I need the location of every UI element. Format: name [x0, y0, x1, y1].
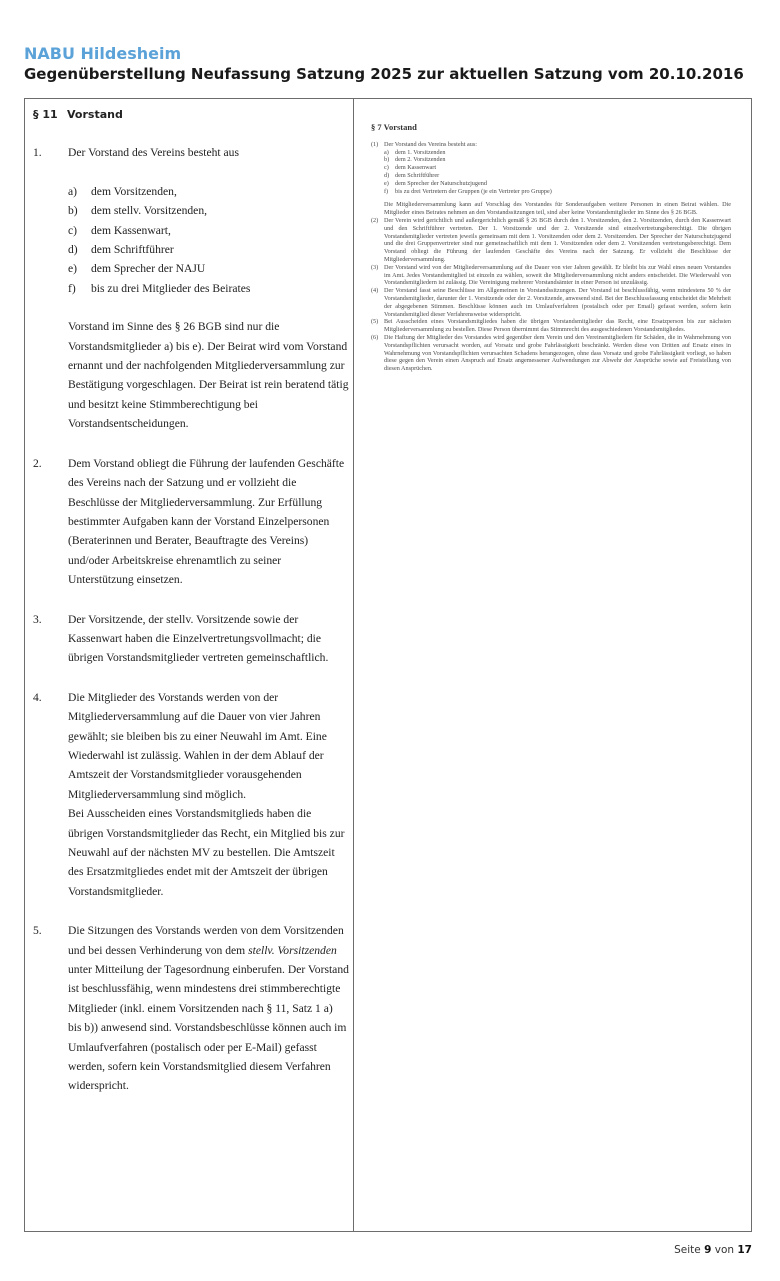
page-of-label: von: [714, 1244, 735, 1256]
old-list-letter: b): [384, 156, 390, 164]
clause-2: [33, 454, 349, 590]
old-clause-number: (3): [371, 263, 379, 271]
current-statute-column: [371, 124, 731, 373]
old-list-item: [384, 149, 731, 157]
clause-text-italic: stellv. Vorsitzenden: [248, 943, 337, 957]
clause-number: 2.: [33, 456, 42, 470]
list-item: [68, 221, 349, 240]
old-list-letter: e): [384, 179, 389, 187]
clause-text: Dem Vorstand obliegt die Führung der laufenden Geschäfte des Vereins nach der Satzung und er vollzieht die Beschlüsse der Mitgliederversammlung. Zur Erfüllung bestimmter Aufgaben kann der Vorstand Einzelpersonen (Beraterinnen und Berater, Beauftragte des Vereins) und/oder Arbeitskreise ehrenamtlich zu seiner Unterstützung einsetzen.: [68, 456, 345, 587]
clause-number: 5.: [33, 924, 42, 938]
old-clause-text: Der Vorstand des Vereins besteht aus:: [384, 140, 477, 148]
old-clause-6: [371, 334, 731, 373]
old-list-text: dem Kassenwart: [395, 164, 437, 172]
old-list-text: dem Schriftführer: [395, 171, 440, 179]
clause-number: 4.: [33, 690, 42, 704]
clause-text: Der Vorsitzende, der stellv. Vorsitzende sowie der Kassenwart haben die Einzelvertretungsvollmacht; die übrigen Vorstandsmitglieder vertreten gemeinschaftlich.: [68, 612, 329, 665]
old-clause-2: [371, 217, 731, 264]
page-label: Seite: [674, 1244, 701, 1256]
list-letter: b): [68, 204, 78, 218]
list-text: bis zu drei Mitglieder des Beirates: [91, 281, 251, 295]
old-clause-paragraph: Die Mitgliederversammlung kann auf Vorschlag des Vorstandes für Sonderaufgaben weitere Personen in einen Beirat wählen. Die Mitglieder eines Beirates nehmen an den Vorstandssitzungen teil, sind aber keine Vorstandsmitglieder im Sinne des § 26 BGB.: [384, 201, 731, 217]
clause-1: [33, 143, 349, 433]
old-clause-number: (2): [371, 216, 379, 224]
current-page: 9: [704, 1244, 712, 1256]
list-text: dem Sprecher der NAJU: [91, 262, 206, 276]
old-list-item: [384, 156, 731, 164]
old-clause-text: Der Vorstand fasst seine Beschlüsse im Allgemeinen in Vorstandssitzungen. Der Vorstand ist beschlussfähig, wenn mindestens 50 % der Vorstandsmitglieder, darunter der 1. Vorsitzende oder der 2. Vorsitzende, anwesend sind. Bei der Beschlussfassung entscheidet die Mehrheit der abgegebenen Stimmen. Beschlüsse können auch im Umlaufverfahren (postalisch oder per Email) gefasst werden, sofern kein Vorstandsmitglied dieser Verfahrensweise widerspricht.: [384, 287, 731, 318]
organization-name: NABU Hildesheim: [24, 44, 182, 63]
list-letter: d): [68, 243, 78, 257]
list-item: [68, 201, 349, 220]
clause-text: Die Mitglieder des Vorstands werden von der Mitgliederversammlung auf die Dauer von vier Jahren gewählt; sie bleiben bis zu einer Neuwahl im Amt. Eine Wiederwahl ist zulässig. Wahlen in der dem Ablauf der Amtszeit der Vorstandsmitglieder vorausgehenden Mitgliederversammlung sind möglich.: [68, 690, 327, 801]
clause-text: Der Vorstand des Vereins besteht aus: [68, 146, 239, 160]
column-divider: [353, 99, 354, 1231]
old-clause-number: (1): [371, 140, 379, 148]
old-list-item: [384, 188, 731, 196]
list-letter: a): [68, 184, 78, 198]
old-clause-text: Die Haftung der Mitglieder des Vorstandes wird gegenüber dem Verein und den Vereinsmitgliedern für Schäden, die in Wahrnehmung von Vorstandspflichten verursacht worden, auf Vorsatz und grobe Fahrlässigkeit beschränkt. Werden diese von Dritten auf Ersatz eines in Wahrnehmung von Vorstandspflichten verursachten Schadens herangezogen, ohne dass Vorsatz und grobe Fahrlässigkeit vorliegt, so haben diese gegen den Verein einen Anspruch auf Ersatz angemessener Aufwendungen zur Abwehr der Ansprüche sowie auf Freistellung von diesen Ansprüchen.: [384, 333, 731, 373]
old-list-text: dem 2. Vorsitzenden: [395, 156, 446, 164]
old-clause-number: (4): [371, 287, 379, 295]
old-clause-4: [371, 287, 731, 318]
total-pages: 17: [737, 1244, 752, 1256]
list-item: [68, 240, 349, 259]
old-clause-text: Der Vorstand wird von der Mitgliederversammlung auf die Dauer von vier Jahren gewählt. Er bleibt bis zur Wahl eines neuen Vorstandes im Amt. Jedes Vorstandsmitglied ist einzeln zu wählen, soweit die Mitgliederversammlung nicht anders entscheidet. Die Wiederwahl von Vorstandsmitgliedern ist zulässig. Die Vereinigung mehrerer Vorstandsämter in einer Person ist unzulässig.: [384, 263, 731, 287]
clause-number: 3.: [33, 612, 42, 626]
list-text: dem Vorsitzenden,: [91, 184, 177, 198]
list-item: [68, 259, 349, 278]
clause-text: [68, 921, 349, 1096]
list-text: dem Schriftführer: [91, 243, 174, 257]
old-clause-text: Bei Ausscheiden eines Vorstandsmitgliedes haben die übrigen Vorstandsmitglieder das Recht, eine Ersatzperson bis zur nächsten Mitgliederversammlung zu bestellen. Diese Person übernimmt das Stimmrecht des ausgeschiedenen Vorstandsmitgliedes.: [384, 318, 731, 334]
old-clause-3: [371, 264, 731, 287]
clause-number: 1.: [33, 146, 42, 160]
clause-4: [33, 688, 349, 901]
old-list-item: [384, 164, 731, 172]
old-clause-text: Der Verein wird gerichtlich und außergerichtlich gemäß § 26 BGB durch den 1. Vorsitzenden, den 2. Vorsitzenden, durch den Kassenwart und den Schriftführer vertreten. Der 1. Vorsitzende und der 2. Vorsitzende sind einzelvertretungsberechtigt. Die übrigen Vorstandsmitglieder vertreten jeweils gemeinsam mit dem 1. Vorsitzenden oder dem 2. Vorsitzenden. Der Sprecher der Naturschutzjugend und die drei Gruppenvertreter sind nur gemeinschaftlich mit dem 1. Vorsitzenden oder dem 2. Vorsitzenden vertretungsberechtigt. Dem Vorstand obliegt die Führung der laufenden Geschäfte des Vereins nach der Satzung. Er vollzieht die Beschlüsse der Mitgliederversammlung.: [384, 216, 731, 263]
clause-3: [33, 610, 349, 668]
old-list-letter: c): [384, 164, 389, 172]
old-list-item: [384, 172, 731, 180]
clause-text-continued: Bei Ausscheiden eines Vorstandsmitglieds haben die übrigen Vorstandsmitglieder das Recht, ein Mitglied bis zur Neuwahl auf der nächsten MV zu bestellen. Die Amtszeit des Ersatzmitgliedes endet mit der Amtszeit der übrigen Vorstandsmitglieder.: [68, 807, 345, 898]
list-item: [68, 279, 349, 298]
clause-text-end: unter Mitteilung der Tagesordnung einberufen. Der Vorstand ist beschlussfähig, wenn mindestens drei stimmberechtigte Mitglieder (inkl. einem Vorsitzenden nach § 11, Satz 1 a) bis b)) anwesend sind. Vorstandsbeschlüsse können auch im Umlaufverfahren (postalisch oder per E-Mail) gefasst werden, sofern kein Vorstandsmitglied diesem Verfahren widerspricht.: [68, 963, 349, 1093]
old-list-item: [384, 180, 731, 188]
clause-paragraph: Vorstand im Sinne des § 26 BGB sind nur die Vorstandsmitglieder a) bis e). Der Beirat wird vom Vorstand ernannt und der nachfolgenden Mitgliederversammlung zur Bestätigung vorgeschlagen. Der Beirat ist rein beratend tätig und besitzt keine Stimmberechtigung bei Vorstandsentscheidungen.: [68, 320, 349, 431]
clause-5: [33, 921, 349, 1096]
old-clause-number: (5): [371, 318, 379, 326]
old-list-text: dem 1. Vorsitzenden: [395, 148, 446, 156]
old-clause-5: [371, 318, 731, 334]
document-title: Gegenüberstellung Neufassung Satzung 2025 zur aktuellen Satzung vom 20.10.2016: [24, 65, 744, 83]
old-list-letter: a): [384, 148, 389, 156]
old-list-letter: f): [384, 187, 389, 195]
list-letter: f): [68, 281, 76, 295]
old-list-letter: d): [384, 171, 390, 179]
new-statute-column: [33, 105, 349, 1096]
list-text: dem stellv. Vorsitzenden,: [91, 204, 208, 218]
section-heading: [33, 105, 349, 124]
old-list-text: bis zu drei Vertretern der Gruppen (je ein Vertreter pro Gruppe): [395, 187, 552, 195]
list-text: dem Kassenwart,: [91, 223, 171, 237]
page-number: [674, 1244, 752, 1256]
section-number: § 11: [33, 108, 58, 121]
old-clause-1: [371, 141, 731, 196]
list-letter: e): [68, 262, 78, 276]
list-item: [68, 182, 349, 201]
comparison-table: [24, 98, 752, 1232]
section-title: Vorstand: [67, 108, 123, 121]
list-letter: c): [68, 223, 78, 237]
old-list-text: dem Sprecher der Naturschutzjugend: [395, 179, 487, 187]
old-section-heading: § 7 Vorstand: [371, 122, 417, 132]
old-clause-number: (6): [371, 333, 379, 341]
clause-text-start: Die Sitzungen des Vorstands werden von dem Vorsitzenden und bei dessen Verhinderung von dem: [68, 924, 344, 957]
